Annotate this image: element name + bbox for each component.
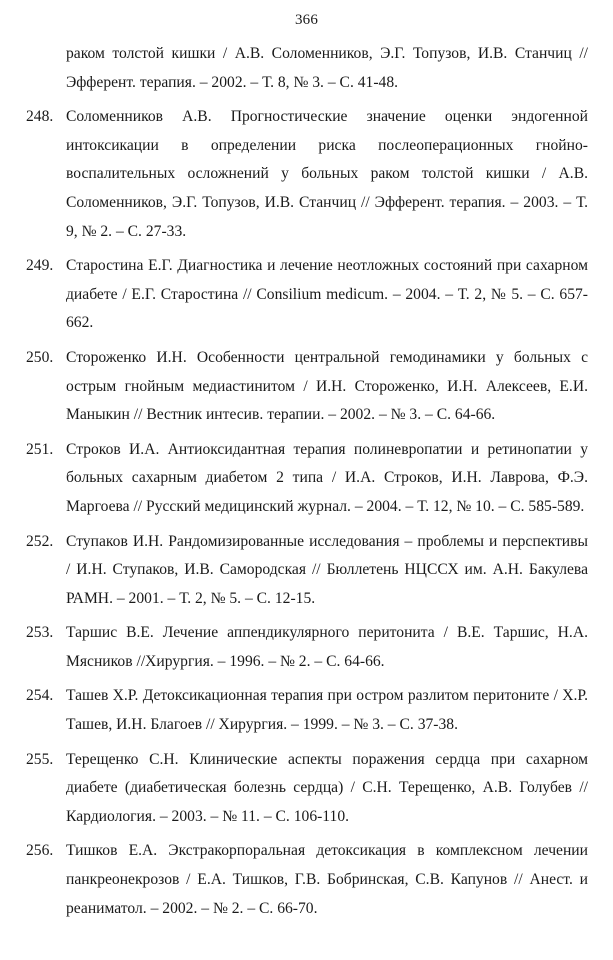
reference-list	[26, 40, 588, 929]
reference-text: Ступаков И.Н. Рандомизированные исследования – проблемы и перспективы / И.Н. Ступаков, И.В. Самородская // Бюллетень НЦССХ им. А.Н. Бакулева РАМН. – 2001. – Т. 2, № 5. – С. 12-15.	[66, 532, 588, 607]
reference-text: Терещенко С.Н. Клинические аспекты поражения сердца при сахарном диабете (диабетическая болезнь сердца) / С.Н. Терещенко, А.В. Голубев // Кардиология. – 2003. – № 11. – С. 106-110.	[66, 750, 588, 825]
reference-item	[26, 619, 588, 676]
reference-text: Старостина Е.Г. Диагностика и лечение неотложных состояний при сахарном диабете / Е.Г. Старостина // Consilium medicum. – 2004. – Т. 2, № 5. – С. 657-662.	[66, 257, 588, 332]
reference-number: 248.	[26, 108, 54, 126]
reference-item	[26, 344, 588, 430]
reference-text: раком толстой кишки / А.В. Соломенников, Э.Г. Топузов, И.В. Станчиц // Эфферент. терапия. – 2002. – Т. 8, № 3. – С. 41-48.	[66, 45, 588, 91]
reference-text: Тишков Е.А. Экстракорпоральная детоксикация в комплексном лечении панкреонекрозов / Е.А. Тишков, Г.В. Бобринская, С.В. Капунов // Анест. и реаниматол. – 2002. – № 2. – С. 66-70.	[66, 842, 588, 917]
reference-number: 249.	[26, 257, 54, 275]
reference-item	[26, 436, 588, 522]
reference-item	[26, 528, 588, 614]
reference-number: 256.	[26, 842, 54, 860]
reference-item	[26, 746, 588, 832]
page-number: 366	[294, 12, 319, 28]
reference-item	[26, 252, 588, 338]
reference-text: Соломенников А.В. Прогностические значение оценки эндогенной интоксикации в определении риска послеоперационных гнойно-воспалительных осложнений у больных раком толстой кишки / А.В. Соломенников, Э.Г. Топузов, И.В. Станчиц // Эфферент. терапия. – 2003. – Т. 9, № 2. – С. 27-33.	[66, 108, 588, 240]
reference-text: Строков И.А. Антиоксидантная терапия полиневропатии и ретинопатии у больных сахарным диабетом 2 типа / И.А. Строков, И.Н. Лаврова, Ф.Э. Маргоева // Русский медицинский журнал. – 2004. – Т. 12, № 10. – С. 585-589.	[66, 440, 588, 515]
reference-item	[26, 682, 588, 739]
reference-number: 253.	[26, 624, 54, 642]
reference-number: 255.	[26, 750, 54, 768]
reference-text: Ташев Х.Р. Детоксикационная терапия при остром разлитом перитоните / Х.Р. Ташев, И.Н. Благоев // Хирургия. – 1999. – № 3. – С. 37-38.	[66, 687, 588, 734]
reference-text: Стороженко И.Н. Особенности центральной гемодинамики у больных с острым гнойным медиастинитом / И.Н. Стороженко, И.Н. Алексеев, Е.И. Маныкин // Вестник интесив. терапии. – 2002. – № 3. – С. 64-66.	[66, 348, 588, 424]
reference-item	[26, 103, 588, 246]
reference-number: 252.	[26, 532, 54, 550]
reference-text: Таршис В.Е. Лечение аппендикулярного перитонита / В.Е. Таршис, Н.А. Мясников //Хирургия. – 1996. – № 2. – С. 64-66.	[66, 624, 588, 670]
reference-item	[26, 837, 588, 923]
reference-number: 250.	[26, 348, 54, 366]
reference-number: 254.	[26, 687, 54, 705]
reference-item	[26, 40, 588, 97]
reference-number: 251.	[26, 440, 54, 458]
